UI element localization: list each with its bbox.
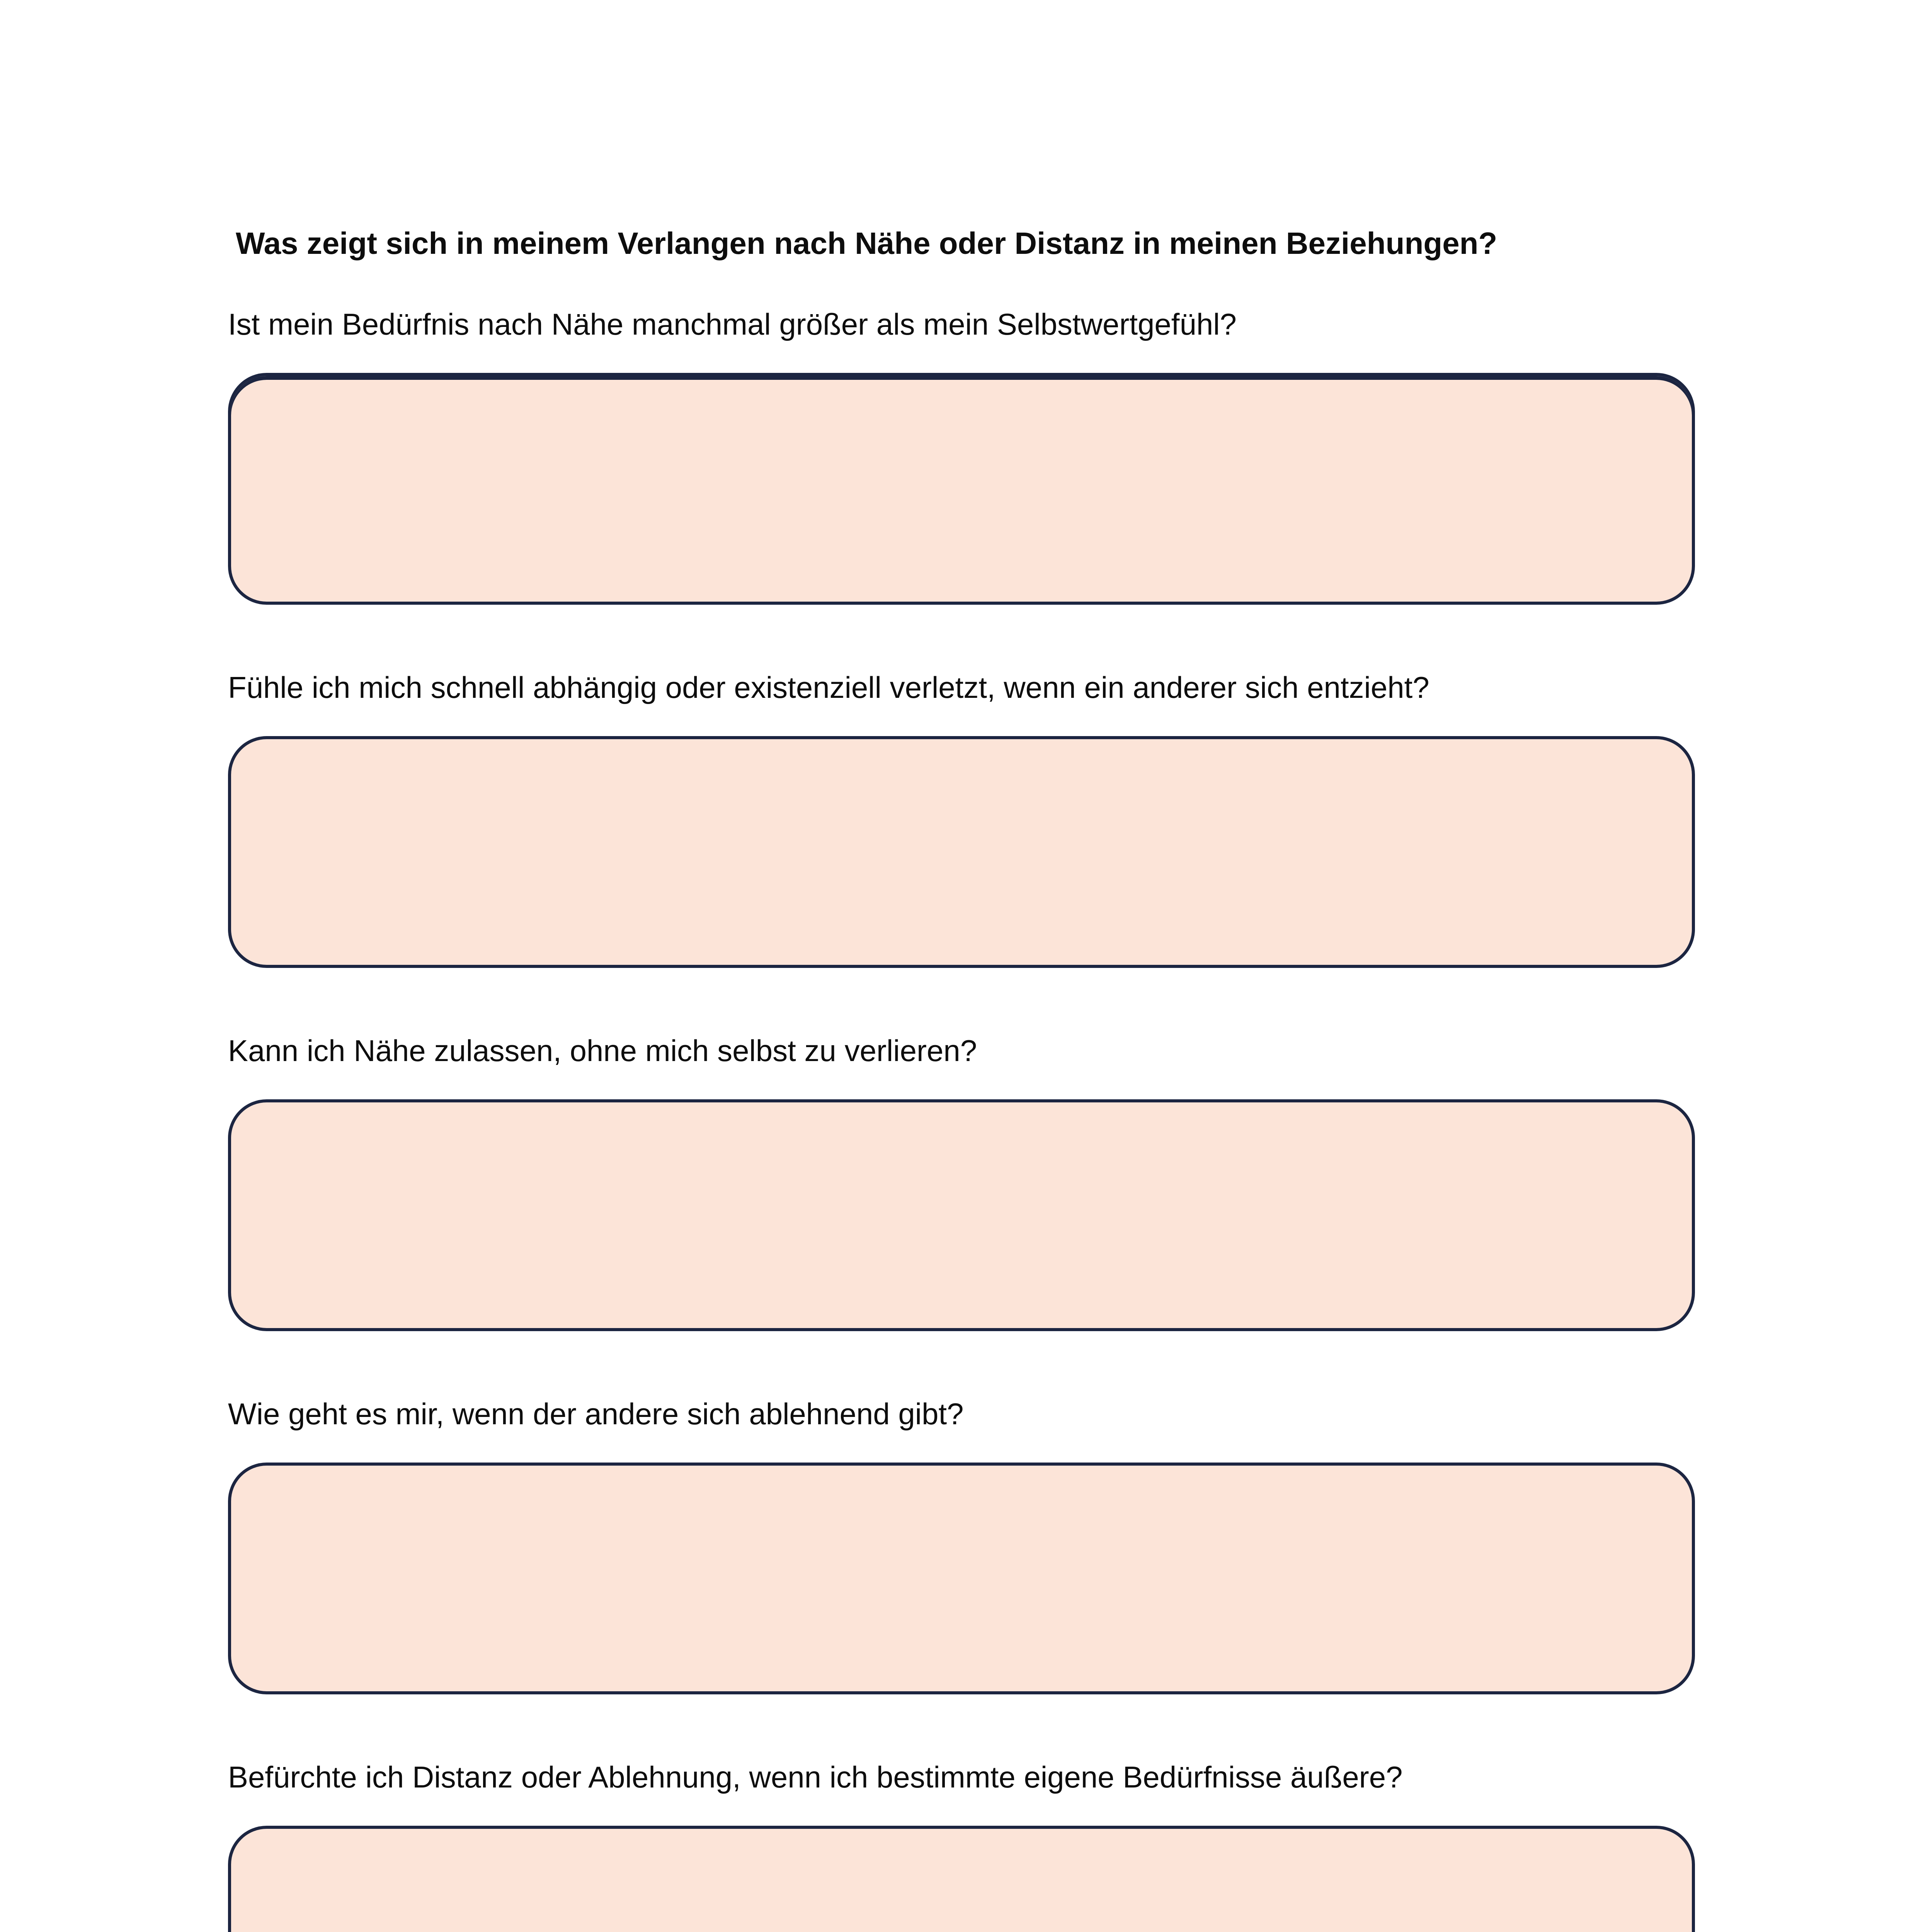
question-3-label: Kann ich Nähe zulassen, ohne mich selbst zu verlieren? [228, 1034, 977, 1068]
answer-box-1[interactable] [228, 373, 1695, 605]
question-4-label: Wie geht es mir, wenn der andere sich ablehnend gibt? [228, 1397, 964, 1431]
question-1-label: Ist mein Bedürfnis nach Nähe manchmal größer als mein Selbstwertgefühl? [228, 307, 1237, 341]
section-heading: Was zeigt sich in meinem Verlangen nach Nähe oder Distanz in meinen Beziehungen? [236, 226, 1497, 260]
answer-box-2[interactable] [228, 736, 1695, 968]
question-2-label: Fühle ich mich schnell abhängig oder existenziell verletzt, wenn ein anderer sich entzieht? [228, 670, 1429, 704]
answer-box-4[interactable] [228, 1463, 1695, 1694]
question-5-label: Befürchte ich Distanz oder Ablehnung, wenn ich bestimmte eigene Bedürfnisse äußere? [228, 1760, 1403, 1794]
answer-box-5[interactable] [228, 1826, 1695, 1932]
answer-box-3[interactable] [228, 1099, 1695, 1331]
